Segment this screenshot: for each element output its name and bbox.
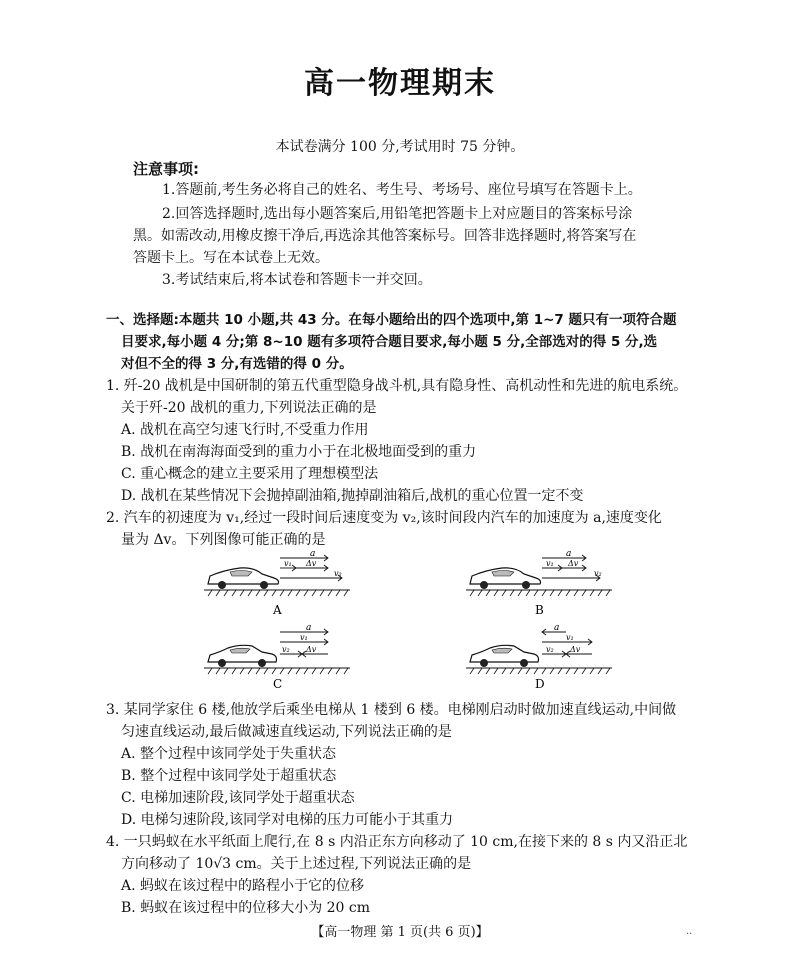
q3-option: A. 整个过程中该同学处于失重状态 (121, 746, 337, 762)
car-icon (208, 645, 277, 667)
notice-heading: 注意事项: (133, 160, 199, 178)
notice-line: 1.答题前,考生务必将自己的姓名、考生号、考场号、座位号填写在答题卡上。 (162, 182, 642, 198)
q4-option: B. 蚂蚁在该过程中的位移大小为 20 cm (121, 900, 371, 916)
notice-line: 答题卡上。写在本试卷上无效。 (133, 250, 329, 266)
vector-label-a: a (566, 549, 572, 559)
figure-d (462, 622, 622, 692)
vector-label-a: a (554, 623, 560, 633)
vector-label-v2: v₂ (594, 569, 602, 578)
vector-label-a: a (310, 549, 316, 559)
q2-stem: 量为 Δv。下列图像可能正确的是 (121, 532, 326, 548)
footer-mark: ·· (686, 929, 693, 940)
q3-option: B. 整个过程中该同学处于超重状态 (121, 768, 337, 784)
figure-label: C (273, 677, 283, 691)
q1-option: B. 战机在南海海面受到的重力小于在北极地面受到的重力 (121, 444, 477, 460)
figure-b (462, 548, 622, 618)
q1-stem: 1. 歼-20 战机是中国研制的第五代重型隐身战斗机,具有隐身性、高机动性和先进的航电系统。 (106, 378, 688, 394)
section-instruction: 目要求,每小题 4 分;第 8~10 题有多项符合题目要求,每小题 5 分,全部选对的得 5 分,选 (121, 334, 658, 350)
ground-hatching (466, 590, 612, 596)
exam-info: 本试卷满分 100 分,考试用时 75 分钟。 (275, 139, 525, 155)
vector-label-v2: v₂ (546, 645, 554, 654)
vector-label-dv: Δv (570, 645, 581, 654)
vector-label-dv: Δv (306, 559, 317, 568)
q3-stem: 3. 某同学家住 6 楼,他放学后乘坐电梯从 1 楼到 6 楼。电梯刚启动时做加速直线运动,中间做 (106, 702, 677, 718)
vector-label-dv: Δv (568, 559, 579, 568)
car-icon (470, 645, 539, 667)
section-instruction: 一、选择题:本题共 10 小题,共 43 分。在每小题给出的四个选项中,第 1~7 题只有一项符合题 (106, 312, 677, 328)
vector-label-v1: v₁ (566, 633, 574, 642)
page-footer: 【高一物理 第 1 页(共 6 页)】 (311, 925, 489, 940)
q1-option: D. 战机在某些情况下会抛掉副油箱,抛掉副油箱后,战机的重心位置一定不变 (121, 488, 584, 504)
vector-label-v1: v₁ (300, 633, 308, 642)
figure-c (200, 622, 360, 692)
ground-hatching (466, 668, 612, 674)
notice-line: 2.回答选择题时,选出每小题答案后,用铅笔把答题卡上对应题目的答案标号涂 (162, 206, 633, 222)
q3-option: D. 电梯匀速阶段,该同学对电梯的压力可能小于其重力 (121, 812, 454, 828)
vector-label-a: a (306, 623, 312, 633)
car-icon (470, 568, 541, 589)
vector-label-dv: Δv (306, 645, 317, 654)
notice-line: 3.考试结束后,将本试卷和答题卡一并交回。 (162, 272, 432, 288)
q1-option: C. 重心概念的建立主要采用了理想模型法 (121, 466, 379, 482)
car-icon (208, 568, 279, 589)
q2-stem: 2. 汽车的初速度为 v₁,经过一段时间后速度变为 v₂,该时间段内汽车的加速度为 a,速度变化 (106, 510, 662, 526)
q1-option: A. 战机在高空匀速飞行时,不受重力作用 (121, 422, 369, 438)
q4-option: A. 蚂蚁在该过程中的路程小于它的位移 (121, 878, 365, 894)
vector-label-v1: v₁ (546, 559, 554, 568)
q3-option: C. 电梯加速阶段,该同学处于超重状态 (121, 790, 355, 806)
q3-stem: 匀速直线运动,最后做减速直线运动,下列说法正确的是 (121, 724, 452, 740)
page-title: 高一物理期末 (304, 66, 496, 101)
figure-label: B (535, 603, 544, 617)
q4-stem: 方向移动了 10√3 cm。关于上述过程,下列说法正确的是 (121, 856, 472, 872)
q4-stem: 4. 一只蚂蚁在水平纸面上爬行,在 8 s 内沿正东方向移动了 10 cm,在接下来的 8 s 内又沿正北 (106, 834, 688, 850)
q1-stem: 关于歼-20 战机的重力,下列说法正确的是 (121, 400, 377, 416)
figure-a (200, 548, 360, 618)
ground-hatching (204, 668, 350, 674)
ground-hatching (204, 590, 350, 596)
notice-line: 黑。如需改动,用橡皮擦干净后,再选涂其他答案标号。回答非选择题时,将答案写在 (133, 228, 637, 244)
vector-label-v1: v₁ (284, 559, 292, 568)
figure-label: D (535, 677, 545, 691)
vector-label-v2: v₂ (282, 645, 290, 654)
figure-label: A (273, 603, 282, 617)
vector-label-v2: v₂ (334, 569, 342, 578)
section-instruction: 对但不全的得 3 分,有选错的得 0 分。 (121, 356, 353, 372)
